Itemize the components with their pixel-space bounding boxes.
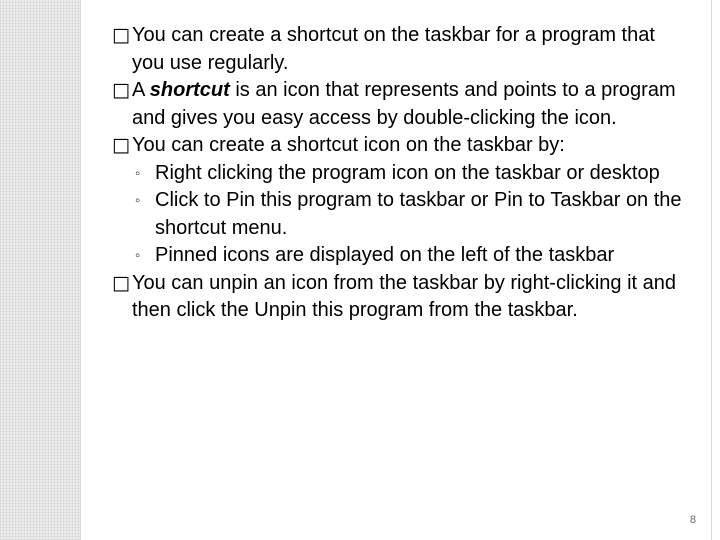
sub-bullet-item [112,187,682,242]
decorative-pattern-band [0,0,80,540]
circle-bullet-icon: ◦ [135,164,141,182]
bullet-text-rest: is an icon that represents and points to a program and gives you easy access by double-clicking the icon. [132,79,676,129]
sub-bullet-item [112,242,682,270]
page-number: 8 [689,514,696,526]
sub-bullet-text: Right clicking the program icon on the taskbar or desktop [155,161,660,184]
circle-bullet-icon: ◦ [135,192,141,209]
bullet-text: You can create a shortcut on the taskbar for a program that you use regularly. [132,24,655,74]
sub-bullet-text: Click to Pin this program to taskbar or Pin to Taskbar on the shortcut menu. [155,189,682,239]
bullet-text: You can create a shortcut icon on the taskbar by: [132,134,565,156]
bullet-item [112,132,682,160]
box-bullet-icon: □ [112,24,130,46]
sub-bullet-text: Pinned icons are displayed on the left of the taskbar [155,244,615,266]
bullet-item [112,22,682,77]
sub-bullet-item [112,160,682,188]
bullet-text-lead: A [132,79,150,101]
bullet-item [112,77,682,132]
bullet-item [112,270,682,325]
bullet-text: You can unpin an icon from the taskbar by right-clicking it and then click the Unpin this program from the taskbar. [132,271,677,321]
box-bullet-icon: □ [112,134,130,156]
emphasized-term: shortcut [149,79,230,101]
box-bullet-icon: □ [112,79,130,101]
box-bullet-icon: □ [112,271,130,294]
bullet-list [112,22,682,325]
circle-bullet-icon: ◦ [135,247,141,264]
